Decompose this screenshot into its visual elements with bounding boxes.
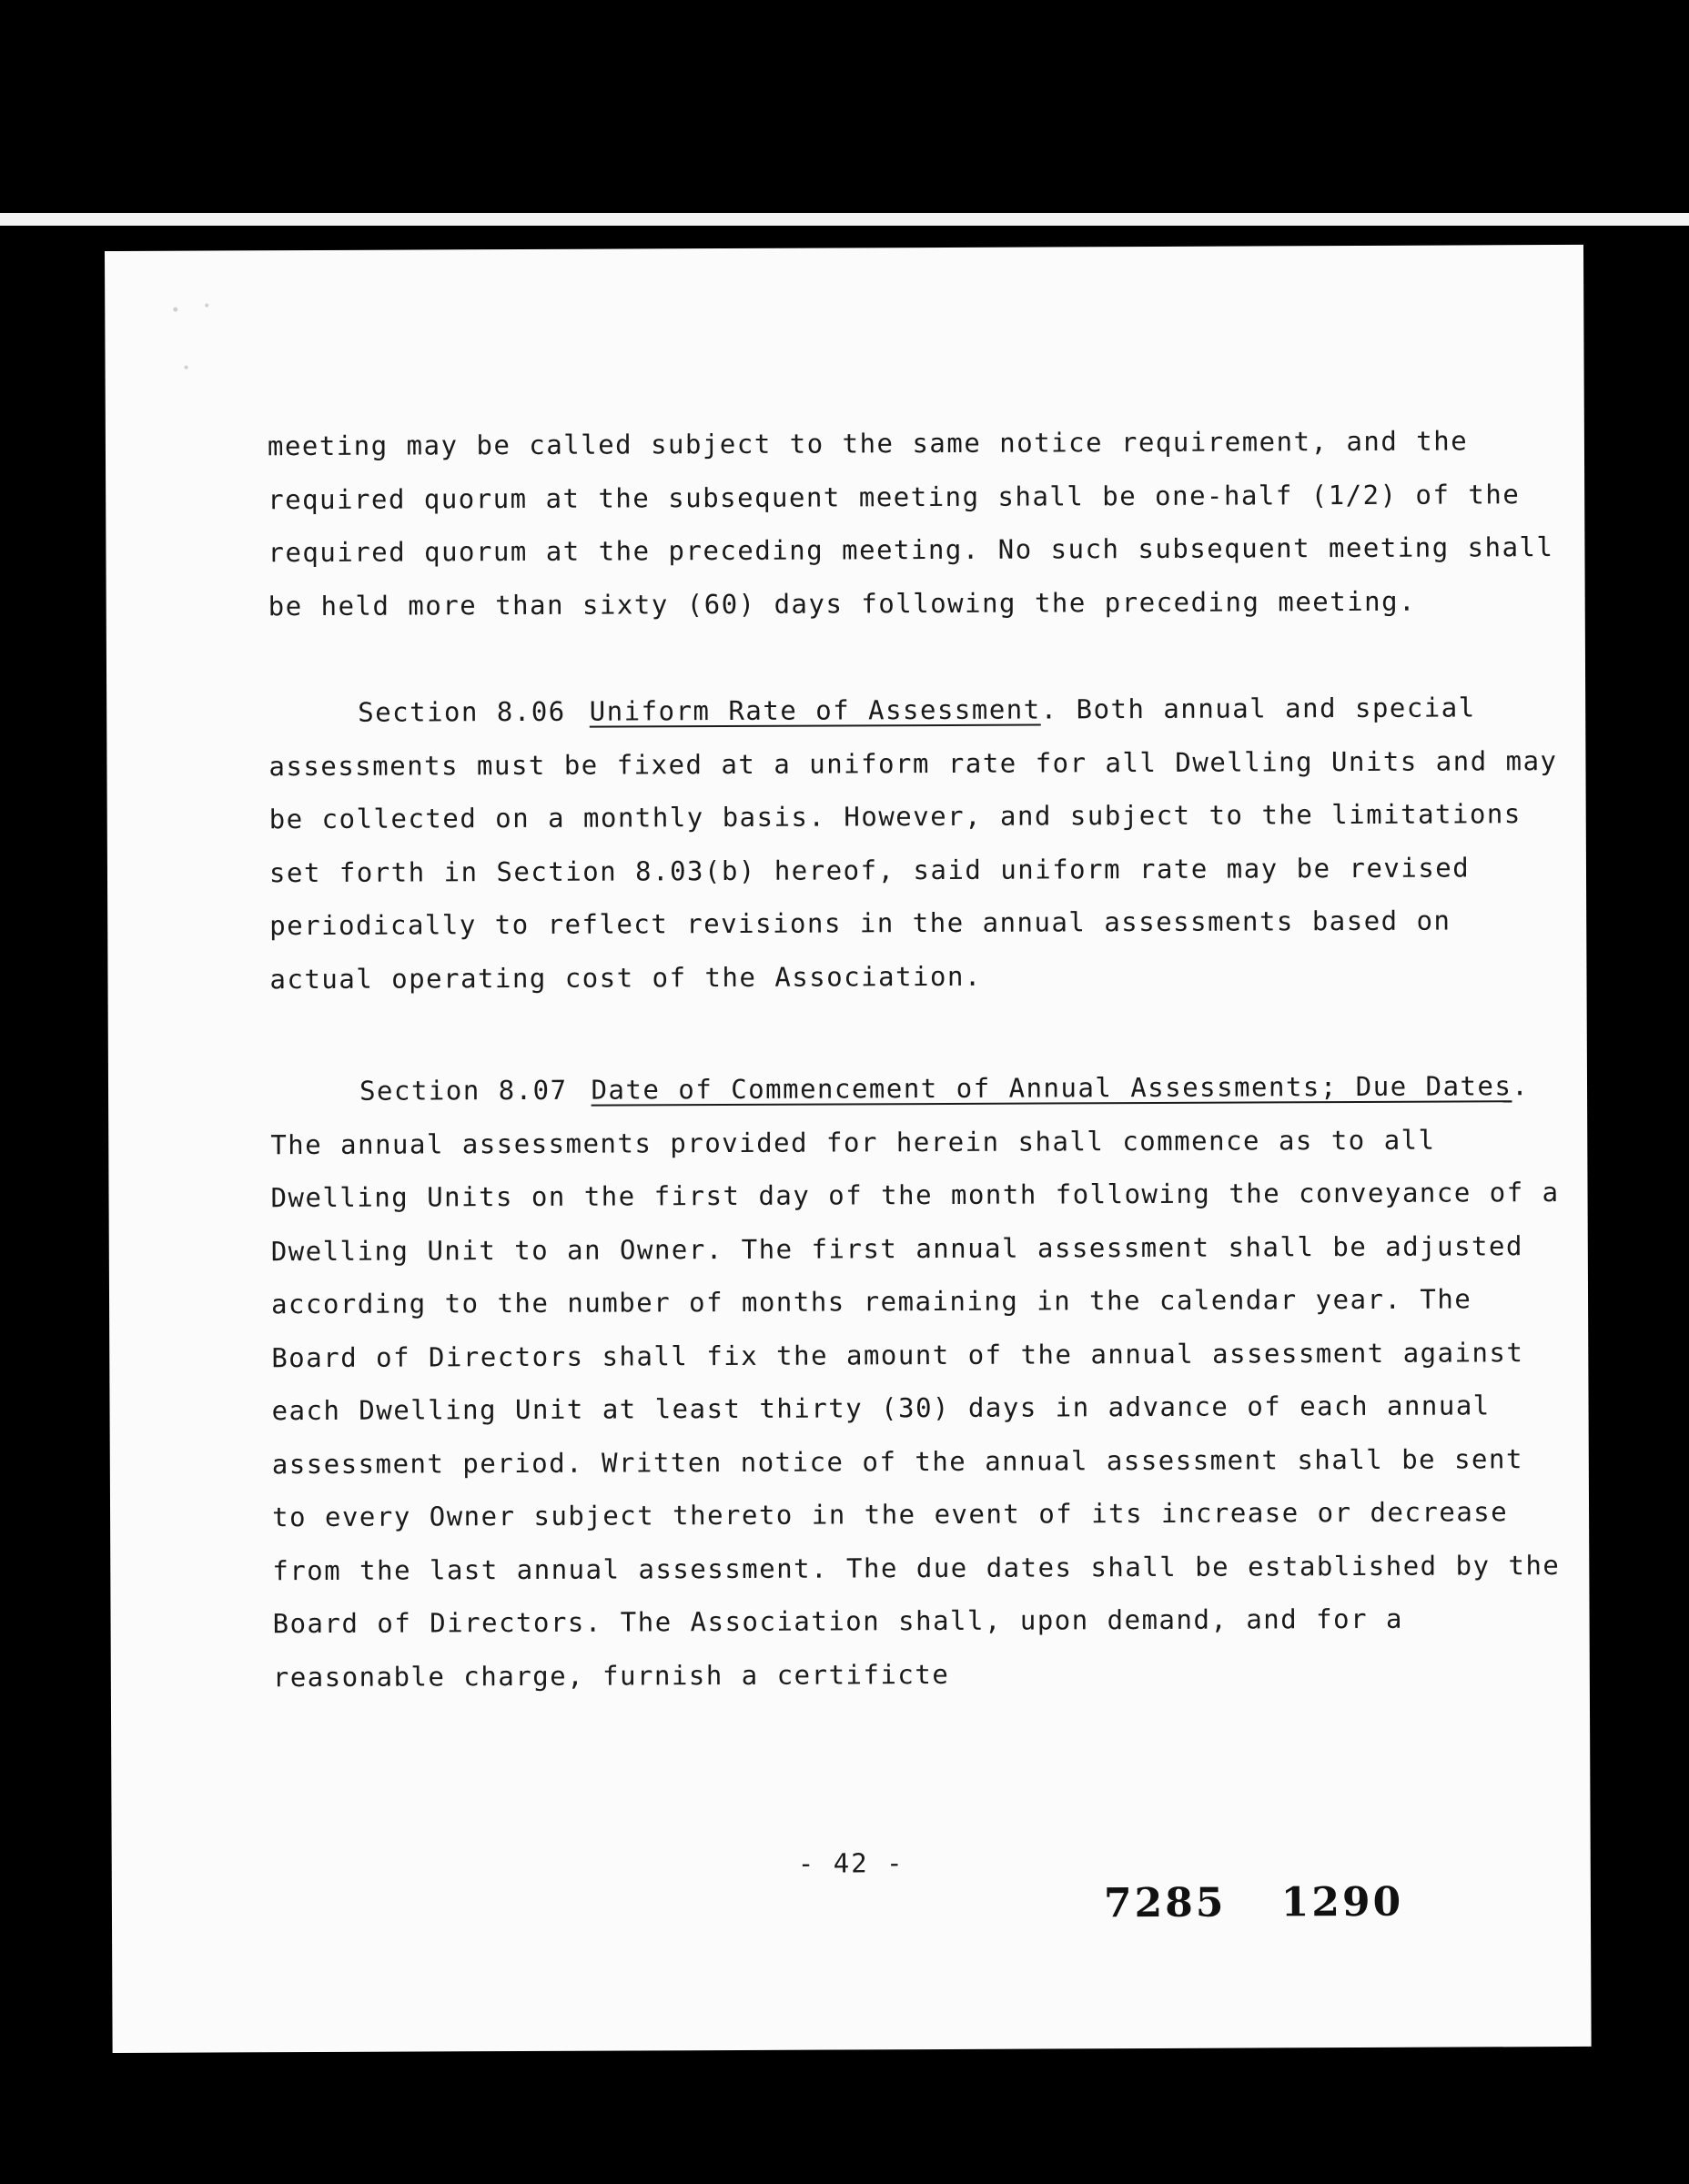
heading-period: .	[1040, 693, 1077, 725]
scan-speck	[173, 308, 177, 312]
scan-border-strip	[0, 213, 1689, 226]
section-8-06	[268, 681, 1563, 1006]
heading-period: .	[1512, 1070, 1530, 1102]
section-body: Both annual and special assessments must be fixed at a uniform rate for all Dwelling Units and may be collected on a monthly basis. However, and subject to the limitations set forth in Section 8.03(b) hereof, said uniform rate may be revised periodically to reflect revisions in the annual assessments based on actual operating cost of the Association.	[268, 692, 1558, 995]
page-number: - 42 -	[797, 1847, 905, 1879]
section-number: Section 8.07	[359, 1074, 568, 1107]
scan-speck	[185, 366, 188, 369]
section-heading: Date of Commencement of Annual Assessments; Due Dates	[591, 1070, 1512, 1106]
document-page	[105, 245, 1592, 2053]
section-8-07	[270, 1059, 1565, 1704]
stamp-number: 7285 1290	[1103, 1878, 1404, 1927]
section-body: The annual assessments provided for herein shall commence as to all Dwelling Units on the first day of the month following the conveyance of a Dwelling Unit to an Owner. The first annual assessment shall be adjusted according to the number of months remaining in the calendar year. The Board of Directors shall fix the amount of the annual assessment against each Dwelling Unit at least thirty (30) days in advance of each annual assessment period. Written notice of the annual assessment shall be sent to every Owner subject thereto in the event of its increase or decrease from the last annual assessment. The due dates shall be established by the Board of Directors. The Association shall, upon demand, and for a reasonable charge, furnish a certificte	[270, 1124, 1561, 1693]
paragraph-continuation	[268, 414, 1561, 632]
scan-speck	[205, 304, 208, 308]
section-heading: Uniform Rate of Assessment	[589, 693, 1041, 727]
section-number: Section 8.06	[358, 695, 566, 728]
paragraph-text: meeting may be called subject to the same notice requirement, and the required quorum at the subsequent meeting shall be one-half (1/2) of the required quorum at the preceding meeting. No such subsequent meeting shall be held more than sixty (60) days following the preceding meeting.	[267, 425, 1554, 622]
